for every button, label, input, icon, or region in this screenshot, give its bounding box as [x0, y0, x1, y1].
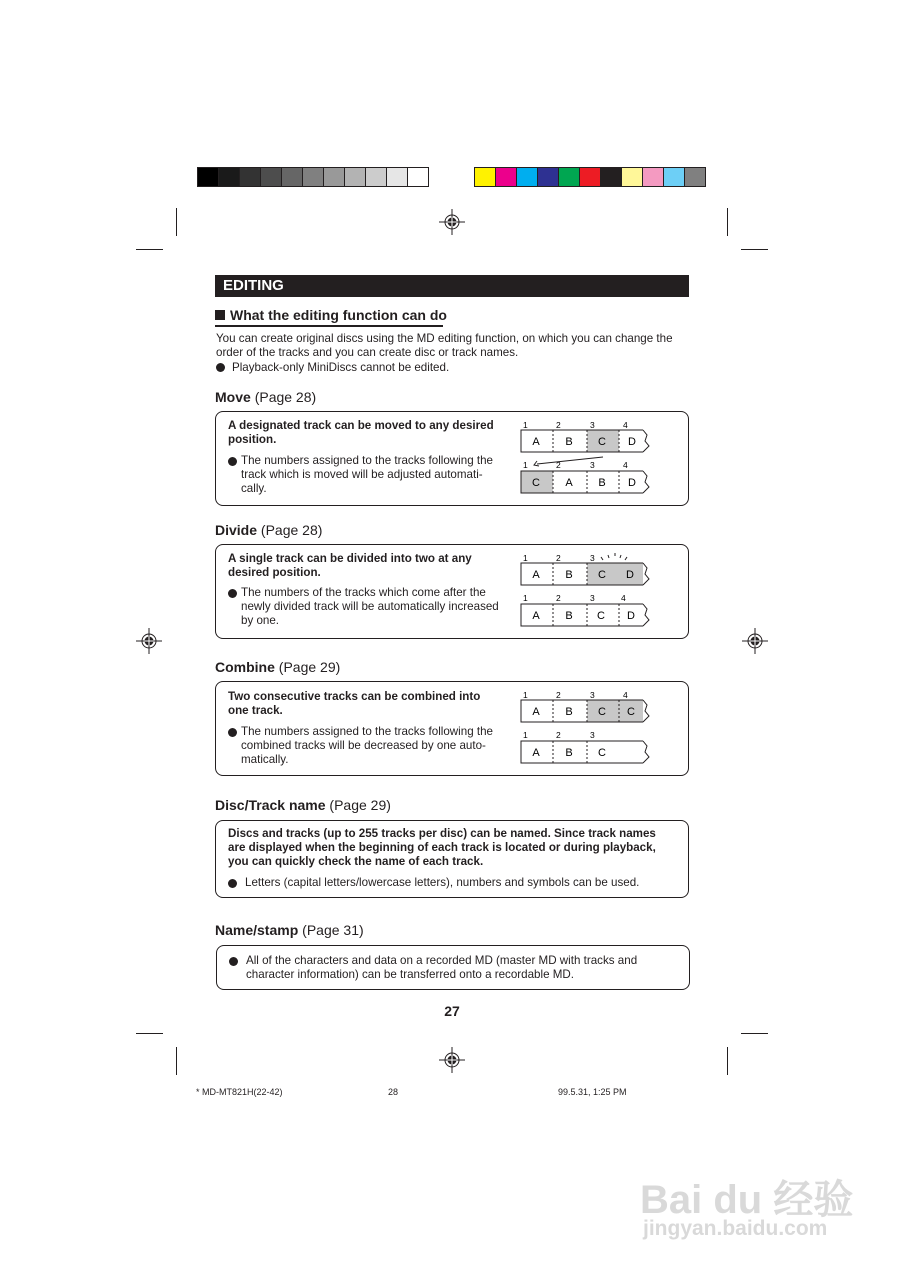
crop-mark: [741, 1033, 768, 1034]
color-swatch: [558, 167, 580, 187]
color-swatch: [663, 167, 685, 187]
track-number: 3: [590, 553, 595, 563]
track-label: A: [532, 610, 540, 622]
combine-diagram: [515, 685, 665, 770]
name-stamp-bullet: character information) can be transferred onto a recordable MD.: [246, 968, 575, 981]
track-label: B: [565, 436, 573, 448]
registration-mark-icon: [439, 209, 465, 235]
move-bullet: cally.: [241, 482, 267, 495]
track-label: C: [532, 477, 540, 489]
track-number: 2: [556, 730, 561, 740]
move-bullet: The numbers assigned to the tracks following the: [241, 454, 493, 467]
watermark-logo: Bai du 经验: [640, 1178, 854, 1222]
gray-swatch: [260, 167, 282, 187]
crop-mark: [136, 1033, 163, 1034]
divide-diagram: [515, 548, 665, 633]
square-bullet-icon: [215, 310, 225, 320]
crop-mark: [741, 249, 768, 250]
divide-bullet: The numbers of the tracks which come after the: [241, 586, 486, 599]
divide-heading-name: Divide: [215, 522, 258, 538]
page-number: 27: [444, 1003, 460, 1019]
intro-line: order of the tracks and you can create disc or track names.: [216, 346, 519, 359]
combine-title: Two consecutive tracks can be combined into: [228, 690, 481, 703]
divide-point-sparkle-icon: [601, 553, 627, 560]
color-swatch: [642, 167, 664, 187]
section-title: EDITING: [223, 277, 284, 294]
subheading: [215, 307, 447, 323]
registration-mark-icon: [439, 1047, 465, 1073]
track-number: 4: [623, 460, 628, 470]
crop-mark: [136, 249, 163, 250]
strip-tear-icon: [643, 471, 649, 493]
highlighted-segment: [587, 563, 643, 585]
track-number: 3: [590, 460, 595, 470]
track-number: 1: [523, 553, 528, 563]
disc-track-heading-page: (Page 29): [329, 797, 391, 813]
color-swatch: [537, 167, 559, 187]
strip-tear-icon: [643, 700, 649, 722]
bullet-icon: [229, 957, 238, 966]
track-number: 4: [623, 420, 628, 430]
track-label: C: [597, 610, 605, 622]
track-label: B: [565, 610, 573, 622]
gray-swatch: [302, 167, 324, 187]
name-stamp-heading-page: (Page 31): [302, 922, 364, 938]
color-swatch: [684, 167, 706, 187]
track-label: B: [565, 569, 573, 581]
track-label: C: [598, 569, 606, 581]
bullet-icon: [228, 728, 237, 737]
gray-swatch: [197, 167, 219, 187]
disc-track-title: you can quickly check the name of each track.: [228, 855, 484, 868]
track-label: C: [627, 706, 635, 718]
crop-mark: [176, 208, 177, 236]
intro-bullet: Playback-only MiniDiscs cannot be edited.: [232, 361, 450, 374]
bullet-icon: [228, 457, 237, 466]
bullet-icon: [228, 589, 237, 598]
move-diagram: [515, 415, 665, 500]
disc-track-heading-name: Disc/Track name: [215, 797, 326, 813]
divide-title: A single track can be divided into two at any: [228, 552, 472, 565]
name-stamp-bullet: All of the characters and data on a recorded MD (master MD with tracks and: [246, 954, 638, 967]
combine-heading: [215, 659, 340, 675]
gray-swatch: [323, 167, 345, 187]
gray-swatch: [218, 167, 240, 187]
footer-page: 28: [388, 1087, 399, 1097]
move-bullet: track which is moved will be adjusted automati-: [241, 468, 483, 481]
gray-swatch: [407, 167, 429, 187]
track-number: 1: [523, 593, 528, 603]
track-number: 3: [590, 420, 595, 430]
disc-track-title: are displayed when the beginning of each track is located or during playback,: [228, 841, 656, 854]
color-swatch: [474, 167, 496, 187]
combine-bullet: matically.: [241, 753, 289, 766]
track-label: D: [626, 569, 634, 581]
section-header-bar: [215, 275, 689, 297]
track-label: B: [565, 747, 573, 759]
move-title: A designated track can be moved to any desired: [228, 419, 494, 432]
track-number: 1: [523, 460, 528, 470]
watermark-url: jingyan.baidu.com: [643, 1217, 828, 1240]
divide-heading: [215, 522, 322, 538]
combine-heading-name: Combine: [215, 659, 275, 675]
track-number-row: [523, 420, 628, 430]
track-label: C: [598, 706, 606, 718]
strip-tear-icon: [643, 430, 649, 452]
registration-mark-icon: [136, 628, 162, 654]
divide-title: desired position.: [228, 566, 321, 579]
track-label: D: [627, 610, 635, 622]
track-number: 2: [556, 553, 561, 563]
gray-swatch: [386, 167, 408, 187]
disc-track-bullet: Letters (capital letters/lowercase letters), numbers and symbols can be used.: [245, 876, 640, 889]
track-label: B: [565, 706, 573, 718]
subheading-underline: [215, 325, 443, 327]
footer-file-label: * MD-MT821H(22-42): [196, 1087, 283, 1097]
gray-swatch: [281, 167, 303, 187]
track-label: D: [628, 436, 636, 448]
combine-bullet: The numbers assigned to the tracks following the: [241, 725, 493, 738]
color-swatch: [495, 167, 517, 187]
track-label: A: [532, 436, 540, 448]
track-label: A: [565, 477, 573, 489]
registration-mark-icon: [742, 628, 768, 654]
track-number: 4: [621, 593, 626, 603]
strip-tear-icon: [643, 563, 649, 585]
track-number: 3: [590, 690, 595, 700]
track-number: 3: [590, 593, 595, 603]
disc-track-title: Discs and tracks (up to 255 tracks per disc) can be named. Since track names: [228, 827, 656, 840]
track-number: 2: [556, 690, 561, 700]
divide-heading-page: (Page 28): [260, 522, 323, 538]
track-label: A: [532, 747, 540, 759]
track-number: 4: [623, 690, 628, 700]
track-number: 1: [523, 690, 528, 700]
divide-bullet: newly divided track will be automatically increased: [241, 600, 499, 613]
track-number: 3: [590, 730, 595, 740]
track-label: C: [598, 436, 606, 448]
gray-swatch: [239, 167, 261, 187]
color-swatch: [621, 167, 643, 187]
track-label: C: [598, 747, 606, 759]
track-label: A: [532, 706, 540, 718]
strip-tear-icon: [643, 604, 649, 626]
track-number: 2: [556, 593, 561, 603]
bullet-icon: [216, 363, 225, 372]
gray-swatch: [344, 167, 366, 187]
strip-tear-icon: [643, 741, 649, 763]
color-swatch: [579, 167, 601, 187]
track-number: 2: [556, 460, 561, 470]
footer-timestamp: 99.5.31, 1:25 PM: [558, 1087, 627, 1097]
intro-line: You can create original discs using the MD editing function, on which you can change the: [216, 332, 673, 345]
combine-title: one track.: [228, 704, 283, 717]
move-heading: [215, 389, 316, 405]
combine-bullet: combined tracks will be decreased by one auto-: [241, 739, 486, 752]
combine-heading-page: (Page 29): [278, 659, 341, 675]
name-stamp-heading-name: Name/stamp: [215, 922, 299, 938]
move-heading-name: Move: [215, 389, 251, 405]
gray-swatch: [365, 167, 387, 187]
subheading-text: What the editing function can do: [230, 307, 447, 323]
color-swatch: [600, 167, 622, 187]
bullet-icon: [228, 879, 237, 888]
crop-mark: [727, 1047, 728, 1075]
crop-mark: [727, 208, 728, 236]
name-stamp-heading: [215, 922, 364, 938]
track-label: B: [598, 477, 606, 489]
move-title: position.: [228, 433, 277, 446]
crop-mark: [176, 1047, 177, 1075]
divide-bullet: by one.: [241, 614, 280, 627]
track-number: 2: [556, 420, 561, 430]
track-number: 1: [523, 420, 528, 430]
disc-track-heading: [215, 797, 391, 813]
track-number: 1: [523, 730, 528, 740]
color-swatch: [516, 167, 538, 187]
track-label: D: [628, 477, 636, 489]
track-label: A: [532, 569, 540, 581]
move-heading-page: (Page 28): [254, 389, 317, 405]
